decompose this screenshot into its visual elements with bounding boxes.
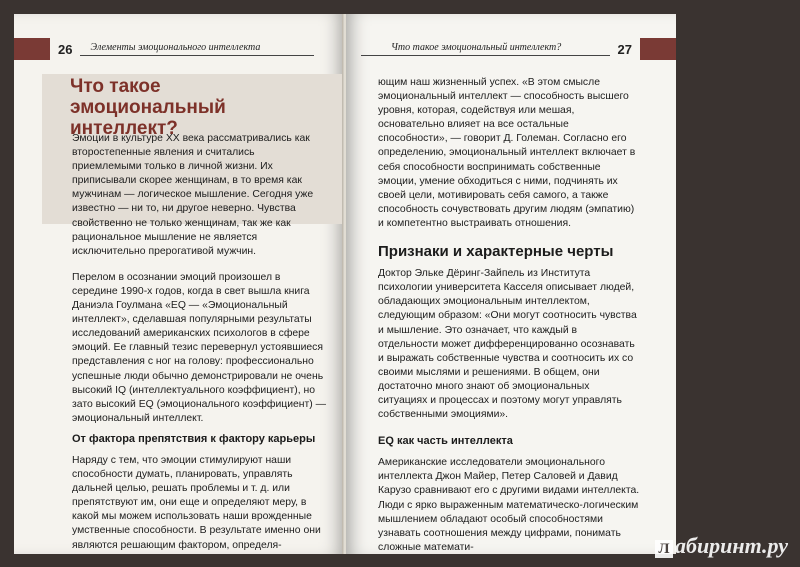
subheading: От фактора препятствия к фактору карьеры	[72, 432, 316, 445]
paragraph: Доктор Эльке Дёринг-Зайпель из Института психологии университета Касселя описывает людей, обладающих эмоциональным интеллектом, следующим образом: «Они могут соотносить чувства и мышление. Это означает, что каждый в отдельности может дифференцированно осознавать и выражать собственные чувства и соотносить их со своими мыслями и решениями. В общем, они достаточно много знают об эмоциональных ситуациях и процессах и поэтому могут управлять собственными эмоциями».	[378, 268, 637, 421]
chapter-title: Что такое эмоциональный интеллект?	[70, 76, 226, 139]
section-heading: Признаки и характерные черты	[378, 243, 614, 261]
paragraph: Американские исследователи эмоционального интеллекта Джон Майер, Петер Саловей и Давид Карузо сравнивают его с другими видами интеллекта. Люди с ярко выраженным математическо-логическим мышлением обладают особый способностями узнавать соотношения между цифрами, понимать сложные математи-	[378, 457, 640, 553]
right-page-text	[378, 76, 640, 554]
paragraph: Эмоции в культуре XX века рассматривались как второстепенные явления и считались приемлемыми только в личной жизни. Их приписывали скорее женщинам, в то время как мужчинам — логическое мышление. Сегодня уже известно — ни то, ни другое неверно. Чувства свойственно не только женщинам, так же как рациональное мышление не является исключительно прерогативой мужчин.	[72, 133, 314, 257]
left-page-text	[72, 132, 326, 553]
page-number: 26	[58, 41, 73, 57]
page-number-tab	[14, 38, 50, 60]
page-number-tab	[640, 38, 676, 60]
right-page-header	[361, 38, 676, 60]
watermark-logo-icon: Л	[655, 540, 673, 558]
watermark-text: абиринт.ру	[674, 533, 788, 558]
labirint-watermark	[655, 533, 788, 559]
paragraph: Перелом в осознании эмоций произошел в середине 1990-х годов, когда в свет вышла книга Даниэла Гоулмана «EQ — «Эмоциональный интеллект», сделавшая популярными результаты исследований американских психологов в сфере эмоций. Ее главный тезис перевернул устоявшиеся представления с ног на голову: профессионально успешные люди обычно демонстрировали не очень высокий IQ (интеллектуального коэффициент), но зато высокий EQ (эмоционального коэффициент) — эмоциональный интеллект.	[72, 271, 327, 424]
page-number: 27	[617, 41, 632, 57]
right-page	[346, 14, 676, 554]
running-head: Что такое эмоциональный интеллект?	[361, 42, 610, 56]
left-page	[14, 14, 344, 554]
paragraph: Наряду с тем, что эмоции стимулируют наши способности думать, планировать, управлять дальней целью, решать проблемы и т. д. или препятствуют им, они еще и определяют меру, в какой мы можем использовать наши врожденные умственные способности. В результате именно они являются решающим фактором, определя-	[72, 454, 321, 551]
running-head: Элементы эмоционального интеллекта	[80, 42, 314, 56]
subheading: EQ как часть интеллекта	[378, 435, 513, 448]
left-page-header	[14, 38, 314, 60]
paragraph: ющим наш жизненный успех. «В этом смысле эмоциональный интеллект — способность высшего уровня, которая, содействуя или мешая, основательно влияет на все остальные способности», — говорит Д. Големан. Согласно его определению, эмоциональный интеллект включает в себя способности воспринимать собственные эмоции, умение обходиться с ними, подчинять их своей цели, мотивировать себя самого, а также способность сочувствовать другим людям (эмпатию) и компетентно выстраивать отношения.	[378, 77, 636, 229]
open-book	[14, 14, 674, 559]
